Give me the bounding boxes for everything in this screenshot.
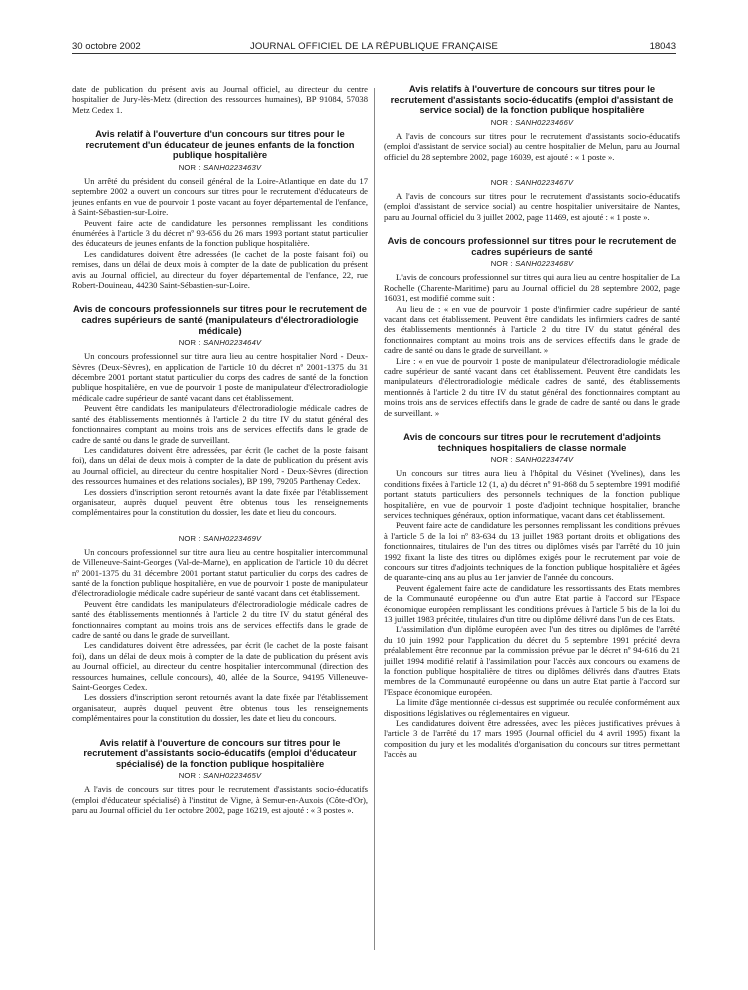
notice-adjoints-techniques bbox=[384, 432, 680, 760]
notice-title: Avis de concours professionnel sur titres pour le recrutement de cadres supérieurs de santé bbox=[387, 235, 677, 257]
notice-title: Avis relatif à l'ouverture d'un concours sur titres pour le recrutement d'un éducateur de jeunes enfants de la fonction publique hospitalière bbox=[85, 128, 355, 161]
column-separator bbox=[374, 88, 375, 950]
nor-reference: NOR : SANH0223467V bbox=[490, 178, 574, 187]
notice-paragraph: Peuvent également faire acte de candidature les ressortissants des Etats membres de la Communauté européenne ou d'un autre Etat partie à l'accord sur l'Espace économique européen remplissant les conditions prévues à l'article 5 bis de la loi du 13 juillet 1983 précitée, titulaires d'un titre ou diplôme délivré dans l'un de ces Etats. bbox=[384, 582, 680, 624]
nor-reference: NOR : SANH0223464V bbox=[178, 338, 262, 348]
notice-title: Avis de concours professionnels sur titres pour le recrutement de cadres supérieurs de santé (manipulateurs d'électroradiologie médicale) bbox=[72, 303, 367, 336]
notice-cadres-superieurs-electroradiologie bbox=[72, 304, 368, 517]
notice-paragraph: A l'avis de concours sur titres pour le recrutement d'assistants socio-éducatifs (emploi d'assistant de service social) au centre hospitalier de Melun, paru au Journal officiel du 28 septembre 2002, page 16039, est ajouté : « 1 poste ». bbox=[384, 130, 680, 162]
right-column bbox=[384, 84, 680, 954]
notice-paragraph: Peuvent faire acte de candidature les personnes remplissant les conditions prévues à l'article 5 de la loi nº 83-634 du 13 juillet 1983 portant droits et obligations des fonctionnaires, titulaires de l'un des titres ou diplômes visés par l'arrêté du 10 juin 1992 fixant la liste des titres ou diplômes exigés pour le recrutement par voie de concours sur titres d'adjoints techniques de la fonction publique hospitalière et âgées de quarante-cinq ans au plus au 1er janvier de l'année du concours. bbox=[384, 520, 680, 583]
notice-title: Avis de concours sur titres pour le recrutement d'adjoints techniques hospitaliers de classe normale bbox=[403, 431, 661, 453]
header-rule bbox=[72, 53, 676, 54]
notice-paragraph: Les dossiers d'inscription seront retournés avant la date fixée par l'établissement organisateur, auprès duquel peuvent être obtenus tous les renseignements complémentaires pour la constitution du dossier, les date et lieu du concours. bbox=[72, 486, 368, 518]
notice-paragraph: L'avis de concours professionnel sur titres qui aura lieu au centre hospitalier de La Rochelle (Charente-Maritime) paru au Journal officiel du 28 septembre 2002, page 16031, est modifié comme suit : bbox=[384, 272, 680, 304]
notice-paragraph: Les candidatures doivent être adressées, par écrit (le cachet de la poste faisant foi), dans un délai de deux mois à compter de la date de publication du présent avis au Journal officiel, au directeur du centre hospitalier intercommunal (direction des ressources humaines, cellule concours), 40, allée de la Source, 94195 Villeneuve-Saint-Georges Cedex. bbox=[72, 640, 368, 693]
notice-paragraph: A l'avis de concours sur titres pour le recrutement d'assistants socio-éducatifs (emploi d'assistant de service social) au centre hospitalier universitaire de Nantes, paru au Journal officiel du 3 juillet 2002, page 11469, est ajouté : « 1 poste ». bbox=[384, 191, 680, 222]
nor-reference: NOR : SANH0223469V bbox=[178, 533, 262, 543]
notice-paragraph: L'assimilation d'un diplôme européen avec l'un des titres ou diplômes de l'arrêté du 10 juin 1992 pour l'application du décret du 5 septembre 1991 précité devra préalablement être reconnue par la commission prévue par le décret nº 94-616 du 21 juillet 1994 modifié relatif à l'assimilation pour l'accès aux concours ou examens de la fonction publique hospitalière de titres ou diplômes délivrés dans d'autres Etats membres de la Communauté européenne ou dans un autre Etat partie à l'accord sur l'Espace économique européen. bbox=[384, 624, 680, 697]
nor-reference: NOR : SANH0223474V bbox=[490, 455, 574, 465]
notice-paragraph: Peuvent faire acte de candidature les personnes remplissant les conditions énumérées à l'article 3 du décret nº 93-656 du 26 mars 1993 portant statut particulier des éducateurs de jeunes enfants de la fonction publique hospitalière. bbox=[72, 217, 368, 249]
notice-chu-nantes bbox=[384, 178, 680, 222]
notice-paragraph: Lire : « en vue de pourvoir 1 poste de manipulateur d'électroradiologie médicale cadre supérieur de santé vacant dans cet établissement. Peuvent être candidats les manipulateurs d'électroradiologie médicale cadres de santé, des établissements mentionnés à l'article 2 du titre IV du statut général des fonctionnaires comptant au moins trois ans de services effectifs dans le grade de cadre de santé ou dans le grade de surveillant. » bbox=[384, 355, 680, 418]
notice-cadres-superieurs-sante bbox=[384, 236, 680, 418]
header-date: 30 octobre 2002 bbox=[72, 41, 141, 52]
notice-paragraph: La limite d'âge mentionnée ci-dessus est supprimée ou reculée conformément aux dispositions législatives ou réglementaires en vigueur. bbox=[384, 697, 680, 718]
notice-paragraph: Un arrêté du président du conseil général de la Loire-Atlantique en date du 17 septembre 2002 a ouvert un concours sur titres pour le recrutement d'éducateurs de jeunes enfants en vue de pourvoir 1 poste vacant au foyer départemental de l'enfance, à Saint-Sébastien-sur-Loire. bbox=[72, 176, 368, 218]
notice-paragraph: Les candidatures doivent être adressées (le cachet de la poste faisant foi) ou remises, dans un délai de deux mois à compter de la date de publication du présent avis au Journal officiel, au directeur du foyer départemental de l'enfance, 22, rue Robert-Douineau, 44230 Saint-Sébastien-sur-Loire. bbox=[72, 248, 368, 291]
page-header bbox=[0, 0, 748, 60]
notice-paragraph: Peuvent être candidats les manipulateurs d'électroradiologie médicale cadres de santé des établissements mentionnés à l'article 2 du titre IV du statut général des fonctionnaires comptant au moins trois ans de services effectifs dans le grade de cadre de santé ou dans le grade de surveillant. bbox=[72, 403, 368, 445]
notice-paragraph: Les candidatures doivent être adressées, par écrit (le cachet de la poste faisant foi), dans un délai de deux mois à compter de la date de publication du présent avis au Journal officiel, au directeur du centre hospitalier Nord - Deux-Sèvres (direction des ressources humaines et des relations sociales), BP 199, 79205 Parthenay Cedex. bbox=[72, 444, 368, 487]
notice-paragraph: Les candidatures doivent être adressées, avec les pièces justificatives prévues à l'article 3 de l'arrêté du 17 mars 1995 (Journal officiel du 4 avril 1995) fixant la composition du jury et les modalités d'organisation du concours sur titres permettant l'accès au bbox=[384, 718, 680, 760]
notice-paragraph: Les dossiers d'inscription seront retournés avant la date fixée par l'établissement organisateur, auprès duquel peuvent être obtenus tous les renseignements complémentaires pour la constitution du dossier, les date et lieu du concours. bbox=[72, 692, 368, 724]
notice-assistants-service-social bbox=[384, 84, 680, 162]
continued-paragraph: date de publication du présent avis au Journal officiel, au directeur du centre hospitalier de Jury-lès-Metz (direction des ressources humaines), BP 91084, 57038 Metz Cedex 1. bbox=[72, 84, 368, 115]
notice-paragraph: A l'avis de concours sur titres pour le recrutement d'assistants socio-éducatifs (emploi d'éducateur spécialisé) à l'institut de Vigne, à Semur-en-Auxois (Côte-d'Or), paru au Journal officiel du 1er octobre 2002, page 16219, est ajouté : « 3 postes ». bbox=[72, 784, 368, 816]
notice-paragraph: Un concours sur titres aura lieu à l'hôpital du Vésinet (Yvelines), dans les conditions fixées à l'article 12 (1, a) du décret nº 91-868 du 5 septembre 1991 modifié portant statuts particuliers des personnels techniques de la fonction publique hospitalière, en vue de pourvoir 1 poste d'adjoint technique hospitalier, branche services techniques généraux, option informatique, vacant dans cet établissement. bbox=[384, 468, 680, 520]
notice-title: Avis relatifs à l'ouverture de concours sur titres pour le recrutement d'assistants socio-éducatifs (emploi d'assistant de service social) de la fonction publique hospitalière bbox=[390, 84, 674, 116]
notice-paragraph: Un concours professionnel sur titre aura lieu au centre hospitalier Nord - Deux-Sèvres (Deux-Sèvres), en application de l'article 10 du décret nº 2001-1375 du 31 décembre 2001 portant statut particulier du corps des cadres de santé de la fonction publique hospitalière, en vue de pourvoir 1 poste de manipulateur d'électroradiologie médicale cadre supérieur de santé vacant dans cet établissement. bbox=[72, 351, 368, 403]
notice-paragraph: Peuvent être candidats les manipulateurs d'électroradiologie médicale cadres de santé des établissements mentionnés à l'article 2 du titre IV du statut général des fonctionnaires comptant au moins trois ans de services effectifs dans le grade de cadre de santé ou dans le grade de surveillant. bbox=[72, 598, 368, 640]
notice-paragraph: Au lieu de : « en vue de pourvoir 1 poste d'infirmier cadre supérieur de santé vacant dans cet établissement. Peuvent être candidats les infirmiers cadres de santé des établissements mentionnés à l'article 2 du titre IV du statut général des fonctionnaires comptant au moins trois ans de services effectifs dans le grade de cadre de santé ou dans le grade de surveillant. » bbox=[384, 303, 680, 356]
notice-title: Avis relatif à l'ouverture de concours sur titres pour le recrutement d'assistants socio-éducatifs (emploi d'éducateur spécialisé) de la fonction publique hospitalière bbox=[83, 736, 357, 769]
nor-reference: NOR : SANH0223468V bbox=[490, 259, 574, 269]
header-page-number: 18043 bbox=[649, 41, 676, 52]
left-column bbox=[72, 84, 368, 954]
notice-villeneuve-saint-georges bbox=[72, 534, 368, 724]
nor-reference: NOR : SANH0223465V bbox=[178, 771, 262, 781]
notice-educateur-jeunes-enfants bbox=[72, 129, 368, 290]
notice-paragraph: Un concours professionnel sur titre aura lieu au centre hospitalier intercommunal de Villeneuve-Saint-Georges (Val-de-Marne), en application de l'article 10 du décret nº 2001-1375 du 31 décembre 2001 portant statut particulier du corps des cadres de santé de la fonction publique hospitalière, en vue de pourvoir 1 poste de manipulateur d'électroradiologie médicale cadre supérieur de santé vacant dans cet établissement. bbox=[72, 546, 368, 599]
nor-reference: NOR : SANH0223466V bbox=[490, 117, 574, 127]
header-journal-title: JOURNAL OFFICIEL DE LA RÉPUBLIQUE FRANÇAISE bbox=[249, 41, 499, 52]
nor-reference: NOR : SANH0223463V bbox=[178, 163, 262, 172]
notice-assistants-educateur-specialise bbox=[72, 738, 368, 816]
